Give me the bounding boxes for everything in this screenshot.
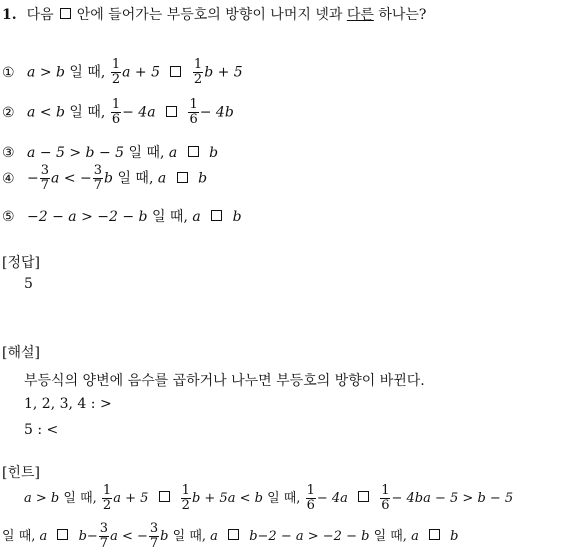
answer-header: [정답]: [2, 255, 40, 271]
fraction: $\frac{1}{6}$: [111, 97, 121, 127]
option-2[interactable]: ② a < b 일 때, $\frac{1}{6}$ − 4a $\frac{1}{6}$ − 4b: [2, 97, 234, 127]
hint-line-2: 일 때, a b− $\frac{3}{7}$ a < − $\frac{3}{7}$ b 일 때, a b−2 − a > −2 − b 일 때, a b: [2, 521, 459, 551]
blank-box-icon: [429, 529, 440, 540]
hint-header: [힌트]: [2, 465, 40, 481]
blank-box-icon: [358, 491, 369, 502]
fraction: $\frac{3}{7}$: [99, 521, 109, 551]
blank-box-icon: [60, 8, 71, 19]
fraction: $\frac{1}{6}$: [306, 483, 315, 513]
explanation-line-1: 부등식의 양변에 음수를 곱하거나 나누면 부등호의 방향이 바뀐다.: [24, 373, 425, 389]
option-5[interactable]: ⑤ −2 − a > −2 − b 일 때, a b: [2, 209, 242, 225]
fraction: $\frac{1}{2}$: [193, 57, 203, 87]
explanation-header: [해설]: [2, 345, 40, 361]
fraction: $\frac{3}{7}$: [149, 521, 159, 551]
fraction: $\frac{1}{2}$: [102, 483, 112, 513]
blank-box-icon: [228, 529, 239, 540]
blank-box-icon: [166, 106, 177, 117]
blank-box-icon: [170, 66, 181, 77]
fraction: $\frac{1}{2}$: [181, 483, 190, 513]
explanation-line-3: 5 : <: [24, 422, 59, 438]
question-text: 1. 다음 안에 들어가는 부등호의 방향이 나머지 넷과 다른 하나는?: [2, 7, 427, 23]
option-4[interactable]: ④ − $\frac{3}{7}$ a < − $\frac{3}{7}$ b 일 때, a b: [2, 163, 208, 193]
fraction: $\frac{3}{7}$: [93, 163, 103, 193]
blank-box-icon: [177, 172, 188, 183]
fraction: $\frac{3}{7}$: [40, 163, 50, 193]
answer-value: 5: [24, 276, 33, 292]
blank-box-icon: [188, 146, 199, 157]
blank-box-icon: [211, 210, 222, 221]
option-3[interactable]: ③ a − 5 > b − 5 일 때, a b: [2, 145, 219, 161]
question-number: 1.: [2, 7, 17, 23]
blank-box-icon: [57, 529, 68, 540]
explanation-line-2: 1, 2, 3, 4 : >: [24, 396, 112, 412]
fraction: $\frac{1}{6}$: [381, 483, 390, 513]
fraction: $\frac{1}{6}$: [189, 97, 198, 127]
blank-box-icon: [159, 491, 170, 502]
fraction: $\frac{1}{2}$: [111, 57, 121, 87]
hint-line-1: a > b 일 때, $\frac{1}{2}$ a + 5 $\frac{1}{2}$ b + 5a < b 일 때, $\frac{1}{6}$ − 4a $\frac{1}{6}$ − 4ba − 5 > b − 5: [24, 483, 514, 513]
option-1[interactable]: ① a > b 일 때, $\frac{1}{2}$ a + 5 $\frac{1}{2}$ b + 5: [2, 57, 243, 87]
underlined-word: 다른: [346, 7, 374, 23]
